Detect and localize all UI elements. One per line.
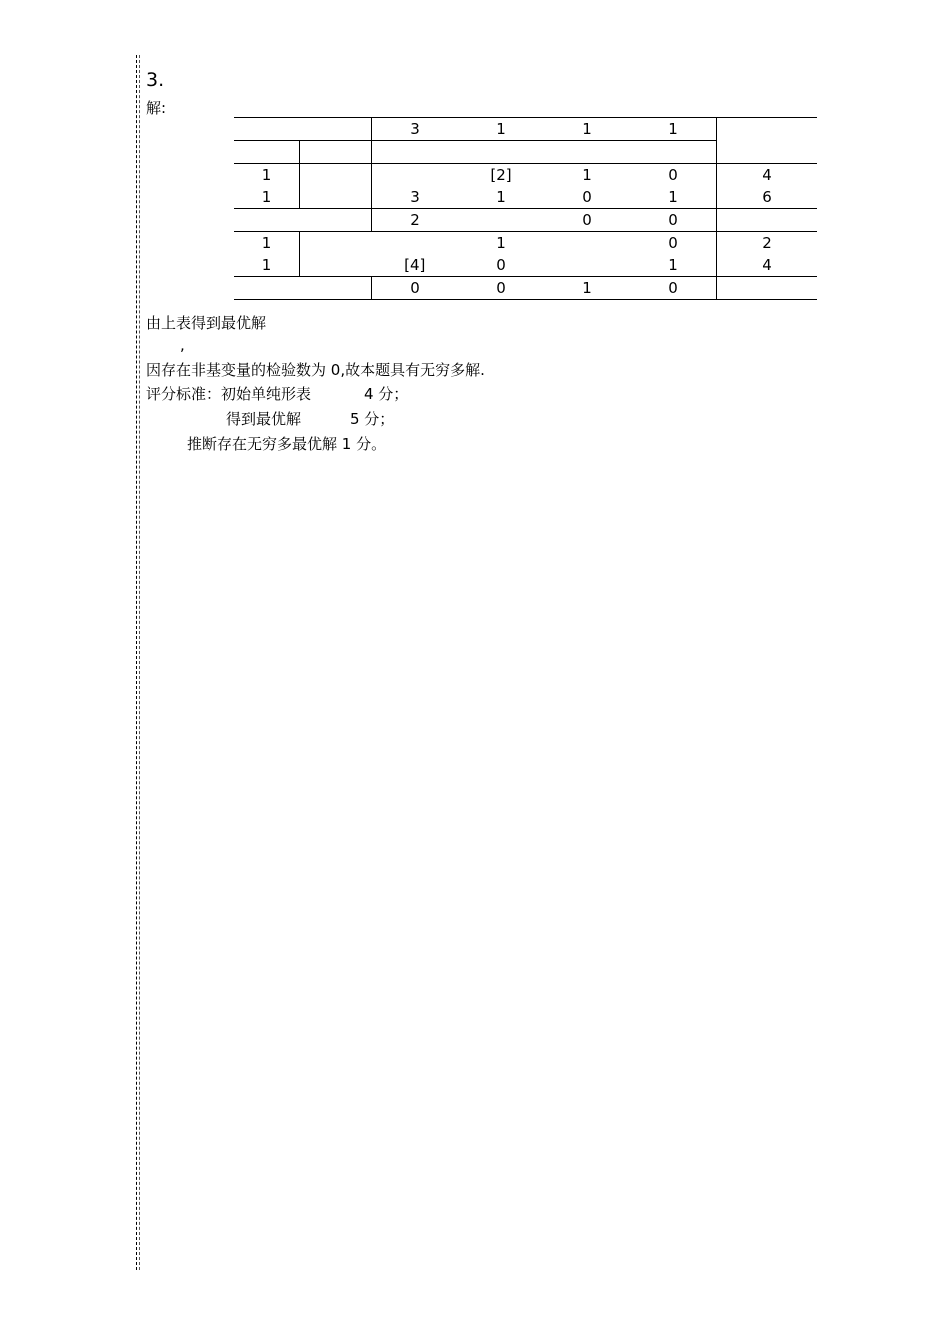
table-cell xyxy=(544,254,630,277)
table-cell: 0 xyxy=(668,166,678,184)
check-cell: 1 xyxy=(582,279,592,297)
rhs-cell: 2 xyxy=(717,232,818,255)
check-cell: 0 xyxy=(496,279,506,297)
table-cell: [4] xyxy=(404,256,426,274)
check-cell: 0 xyxy=(582,211,592,229)
table-cell: 1 xyxy=(496,234,506,252)
simplex-table xyxy=(234,117,817,300)
header-cell xyxy=(372,141,717,164)
cost-cell: 1 xyxy=(668,120,678,138)
check-cell: 0 xyxy=(668,279,678,297)
cb-cell: 1 xyxy=(261,166,272,184)
solution-label: 解: xyxy=(146,99,167,117)
rhs-cell: 4 xyxy=(717,254,818,277)
check-cell: 0 xyxy=(372,277,459,300)
table-cell: 0 xyxy=(582,188,592,206)
comma-mark: , xyxy=(180,336,185,354)
rhs-cell: 6 xyxy=(717,186,818,209)
grading-points-2: 5 分； xyxy=(350,410,395,428)
cb-cell: 1 xyxy=(261,234,272,252)
table-cell: 3 xyxy=(372,186,459,209)
check-cell: 2 xyxy=(372,209,459,232)
reason-text: 因存在非基变量的检验数为 0,故本题具有无穷多解. xyxy=(146,361,485,379)
cb-cell: 1 xyxy=(261,256,272,274)
table-cell: 0 xyxy=(668,234,678,252)
cost-cell: 1 xyxy=(582,120,592,138)
question-number: 3. xyxy=(146,69,165,91)
table-cell xyxy=(544,232,630,255)
table-cell xyxy=(372,232,459,255)
table-cell: 1 xyxy=(668,188,678,206)
cost-cell: 1 xyxy=(496,120,506,138)
binding-margin-line-inner xyxy=(139,55,140,1270)
table-cell xyxy=(372,164,459,187)
rhs-cell: 4 xyxy=(717,164,818,187)
table-cell: 1 xyxy=(496,188,506,206)
table-cell: 1 xyxy=(582,166,592,184)
grading-item-2: 得到最优解 xyxy=(226,410,302,428)
optimal-solution-text: 由上表得到最优解 xyxy=(146,314,267,332)
cost-cell: 3 xyxy=(372,118,459,141)
cb-cell: 1 xyxy=(261,188,272,206)
check-cell xyxy=(458,209,544,232)
grading-points-1: 4 分； xyxy=(364,385,409,403)
table-cell: 1 xyxy=(668,256,678,274)
grading-item-3: 推断存在无穷多最优解 1 分。 xyxy=(187,435,387,453)
table-cell: 0 xyxy=(496,256,506,274)
table-cell: [2] xyxy=(490,166,512,184)
binding-margin-line xyxy=(136,55,137,1270)
check-cell: 0 xyxy=(668,211,678,229)
grading-title: 评分标准：初始单纯形表 xyxy=(146,385,312,403)
